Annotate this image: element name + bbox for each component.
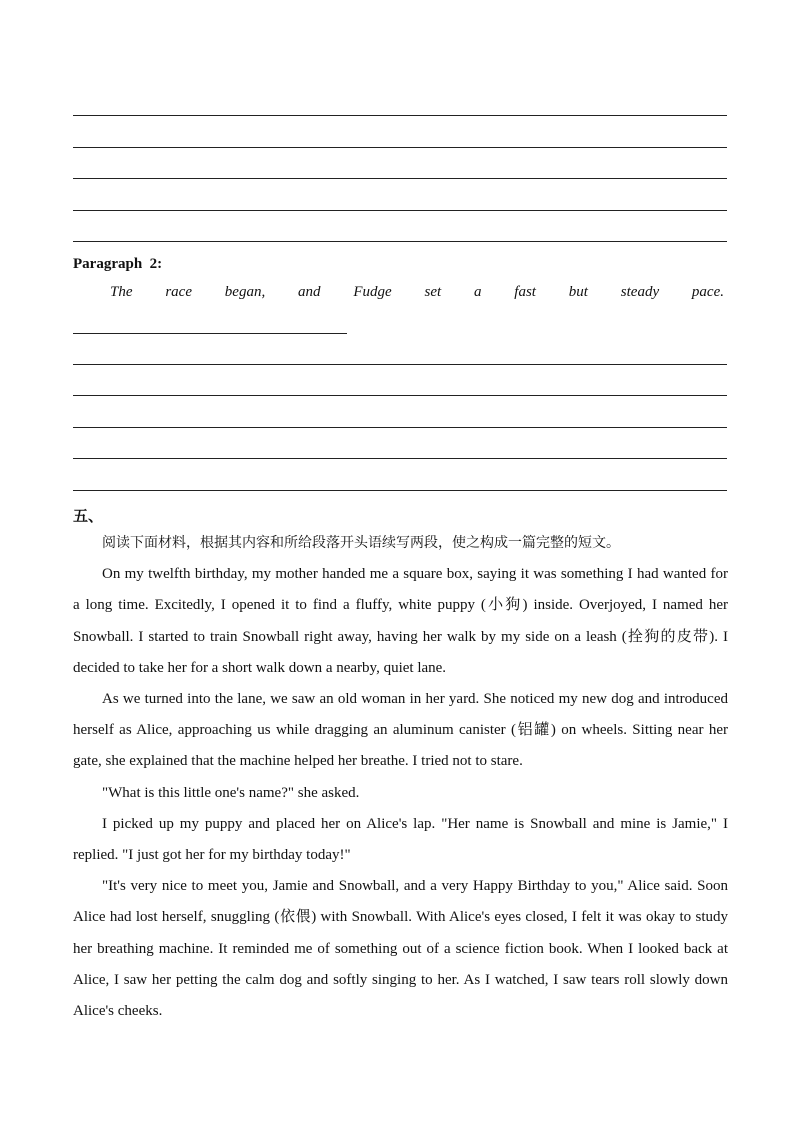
writing-line [73,490,727,491]
section-instruction: 阅读下面材料，根据其内容和所给段落开头语续写两段，使之构成一篇完整的短文。 [102,535,620,551]
paragraph-2-opening: The race began, and Fudge set a fast but steady pace. [110,284,724,300]
writing-line [73,427,727,428]
passage-paragraph: As we turned into the lane, we saw an old woman in her yard. She noticed my new dog and introduced herself as Alice, approaching us while dragging an aluminum canister (铝罐) on wheels. Sitting near her gate, she explained that the machine helped her breathe. I tried not to stare. [73,691,728,770]
passage-paragraph: "It's very nice to meet you, Jamie and Snowball, and a very Happy Birthday to you," Alice said. Soon Alice had lost herself, snuggling (依偎) with Snowball. With Alice's eyes closed, I felt it was okay to study her breathing machine. It reminded me of something out of a science fiction book. When I looked back at Alice, I saw her petting the calm dog and softly singing to her. As I watched, I saw tears roll slowly down Alice's cheeks. [73,878,728,1020]
writing-line [73,395,727,396]
writing-line [73,178,727,179]
section-number: 五、 [73,507,104,525]
passage-paragraph: On my twelfth birthday, my mother handed me a square box, saying it was something I had wanted for a long time. Excitedly, I opened it to find a fluffy, white puppy (小狗) inside. Overjoyed, I named her Snowball. I started to train Snowball right away, having her walk by my side on a leash (拴狗的皮带). I decided to take her for a short walk down a nearby, quiet lane. [73,566,728,676]
writing-line [73,115,727,116]
writing-line [73,210,727,211]
writing-line-short [73,333,347,334]
writing-line [73,458,727,459]
passage-paragraph: I picked up my puppy and placed her on Alice's lap. "Her name is Snowball and mine is Jamie," I replied. "I just got her for my birthday today!" [73,815,728,864]
paragraph-2-heading: Paragraph 2: [73,256,163,272]
writing-line [73,147,727,148]
passage-paragraph: "What is this little one's name?" she asked. [102,784,360,801]
writing-line [73,364,727,365]
reading-passage [73,528,728,1027]
writing-line [73,241,727,242]
